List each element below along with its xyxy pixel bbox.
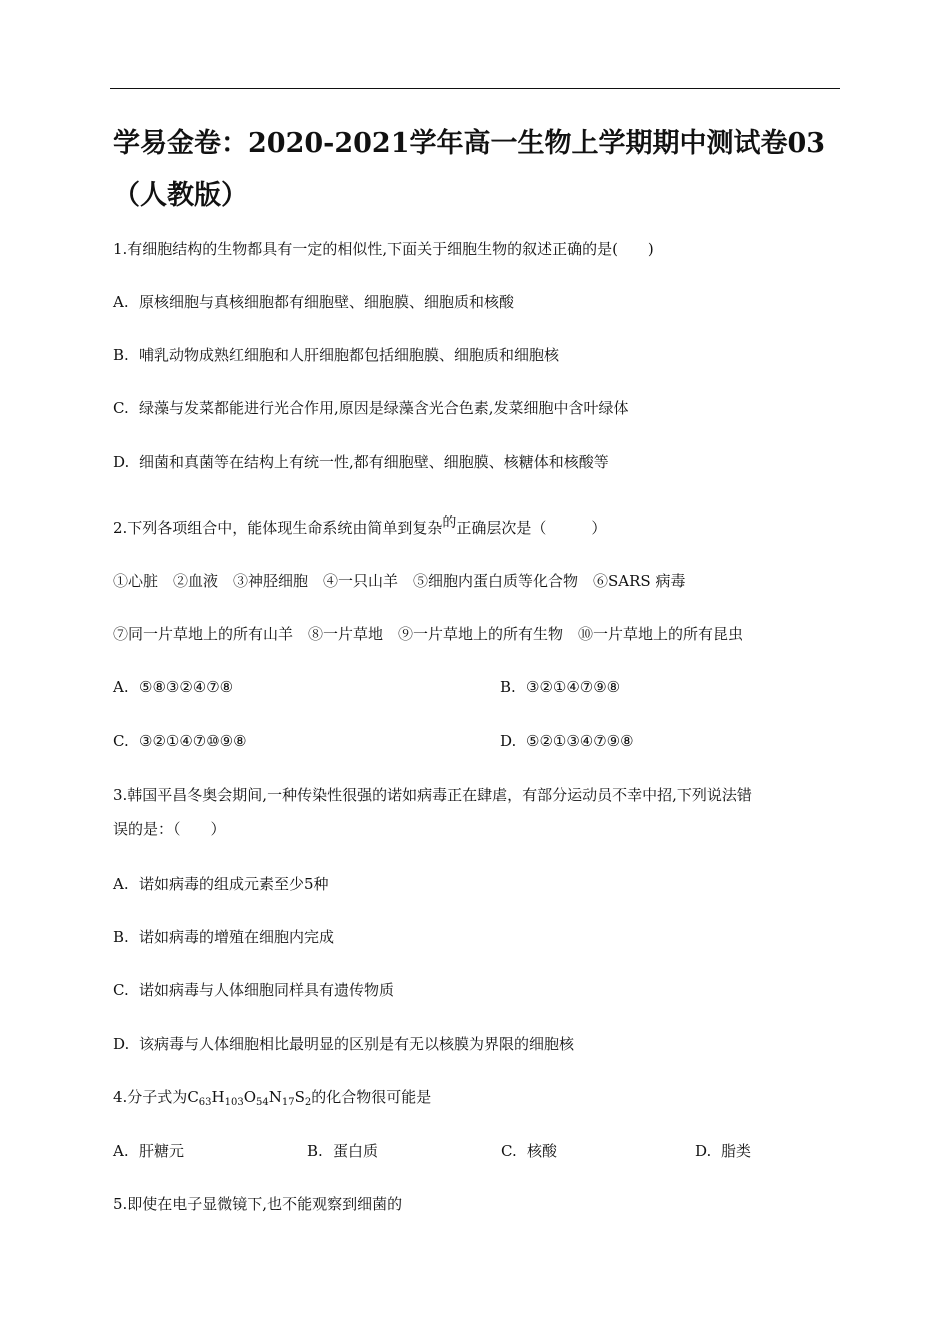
q1-option-d[interactable] bbox=[113, 451, 609, 473]
chemical-formula: $C_{63}H_{103}O_{54}N_{17}S_2$ bbox=[187, 1088, 312, 1108]
option-text: 细菌和真菌等在结构上有统一性,都有细胞壁、细胞膜、核糖体和核酸等 bbox=[139, 453, 609, 471]
option-label: B. bbox=[113, 928, 129, 946]
option-text: 核酸 bbox=[527, 1142, 558, 1160]
option-label: A. bbox=[113, 678, 129, 696]
q4-stem-suffix: 的化合物很可能是 bbox=[311, 1088, 432, 1106]
q3-stem-line-2: 误的是：（ ） bbox=[113, 820, 226, 838]
q4-option-a[interactable] bbox=[113, 1140, 184, 1162]
option-label: D. bbox=[113, 453, 130, 471]
q2-stem-part-1: 2.下列各项组合中，能体现生命系统由简单到复杂 bbox=[113, 519, 443, 537]
q2-stem bbox=[113, 512, 606, 539]
option-text: ③②①④⑦⑨⑧ bbox=[526, 678, 621, 696]
q2-items-line-1: ①心脏 ②血液 ③神胫细胞 ④一只山羊 ⑤细胞内蛋白质等化合物 ⑥SARS 病毒 bbox=[113, 572, 686, 590]
option-label: D. bbox=[695, 1142, 712, 1160]
q1-option-b[interactable] bbox=[113, 344, 559, 366]
option-text: 蛋白质 bbox=[333, 1142, 379, 1160]
q3-stem-line-1: 3.韩国平昌冬奥会期间,一种传染性很强的诺如病毒正在肆虐，有部分运动员不幸中招,下列说法错 bbox=[113, 786, 752, 804]
option-label: A. bbox=[113, 293, 129, 311]
q4-stem bbox=[113, 1086, 431, 1114]
option-label: B. bbox=[113, 346, 129, 364]
q3-option-d[interactable] bbox=[113, 1033, 574, 1055]
q1-option-c[interactable] bbox=[113, 397, 629, 419]
header-rule bbox=[110, 88, 840, 89]
option-label: C. bbox=[113, 399, 129, 417]
option-text: ⑤②①③④⑦⑨⑧ bbox=[526, 732, 634, 750]
q2-option-b[interactable] bbox=[500, 676, 620, 698]
q2-items-line-2: ⑦同一片草地上的所有山羊 ⑧一片草地 ⑨一片草地上的所有生物 ⑩一片草地上的所有昆虫 bbox=[113, 625, 744, 643]
option-label: B. bbox=[307, 1142, 323, 1160]
q1-stem: 1.有细胞结构的生物都具有一定的相似性,下面关于细胞生物的叙述正确的是( ) bbox=[113, 240, 654, 258]
option-label: C. bbox=[113, 732, 129, 750]
option-label: D. bbox=[113, 1035, 130, 1053]
option-text: 诺如病毒的组成元素至少5种 bbox=[139, 875, 329, 893]
page-title: 学易金卷：2020-2021学年高一生物上学期期中测试卷03（人教版） bbox=[113, 128, 826, 211]
q3-option-a[interactable] bbox=[113, 873, 329, 895]
q2-option-c[interactable] bbox=[113, 730, 247, 752]
q4-option-d[interactable] bbox=[695, 1140, 751, 1162]
q2-stem-part-2: 正确层次是（ ） bbox=[456, 519, 607, 537]
q4-option-b[interactable] bbox=[307, 1140, 378, 1162]
option-text: 肝糖元 bbox=[139, 1142, 185, 1160]
q2-option-a[interactable] bbox=[113, 676, 233, 698]
option-text: 诺如病毒的增殖在细胞内完成 bbox=[139, 928, 335, 946]
q3-option-b[interactable] bbox=[113, 926, 334, 948]
option-label: A. bbox=[113, 1142, 129, 1160]
option-text: 脂类 bbox=[721, 1142, 752, 1160]
q1-option-a[interactable] bbox=[113, 291, 514, 313]
option-text: 绿藻与发菜都能进行光合作用,原因是绿藻含光合色素,发菜细胞中含叶绿体 bbox=[139, 399, 629, 417]
option-label: C. bbox=[501, 1142, 517, 1160]
option-text: ⑤⑧③②④⑦⑧ bbox=[139, 678, 234, 696]
q5-stem: 5.即使在电子显微镜下,也不能观察到细菌的 bbox=[113, 1195, 403, 1213]
option-text: 哺乳动物成熟红细胞和人肝细胞都包括细胞膜、细胞质和细胞核 bbox=[139, 346, 560, 364]
q3-option-c[interactable] bbox=[113, 979, 394, 1001]
option-text: 该病毒与人体细胞相比最明显的区别是有无以核膜为界限的细胞核 bbox=[139, 1035, 575, 1053]
option-label: C. bbox=[113, 981, 129, 999]
option-text: ③②①④⑦⑩⑨⑧ bbox=[139, 732, 247, 750]
option-text: 原核细胞与真核细胞都有细胞壁、细胞膜、细胞质和核酸 bbox=[139, 293, 515, 311]
q2-option-d[interactable] bbox=[500, 730, 634, 752]
option-label: B. bbox=[500, 678, 516, 696]
option-text: 诺如病毒与人体细胞同样具有遗传物质 bbox=[139, 981, 395, 999]
q4-stem-prefix: 4.分子式为 bbox=[113, 1088, 188, 1106]
q4-option-c[interactable] bbox=[501, 1140, 557, 1162]
option-label: A. bbox=[113, 875, 129, 893]
q2-stem-raised-char: 的 bbox=[442, 515, 457, 531]
option-label: D. bbox=[500, 732, 517, 750]
